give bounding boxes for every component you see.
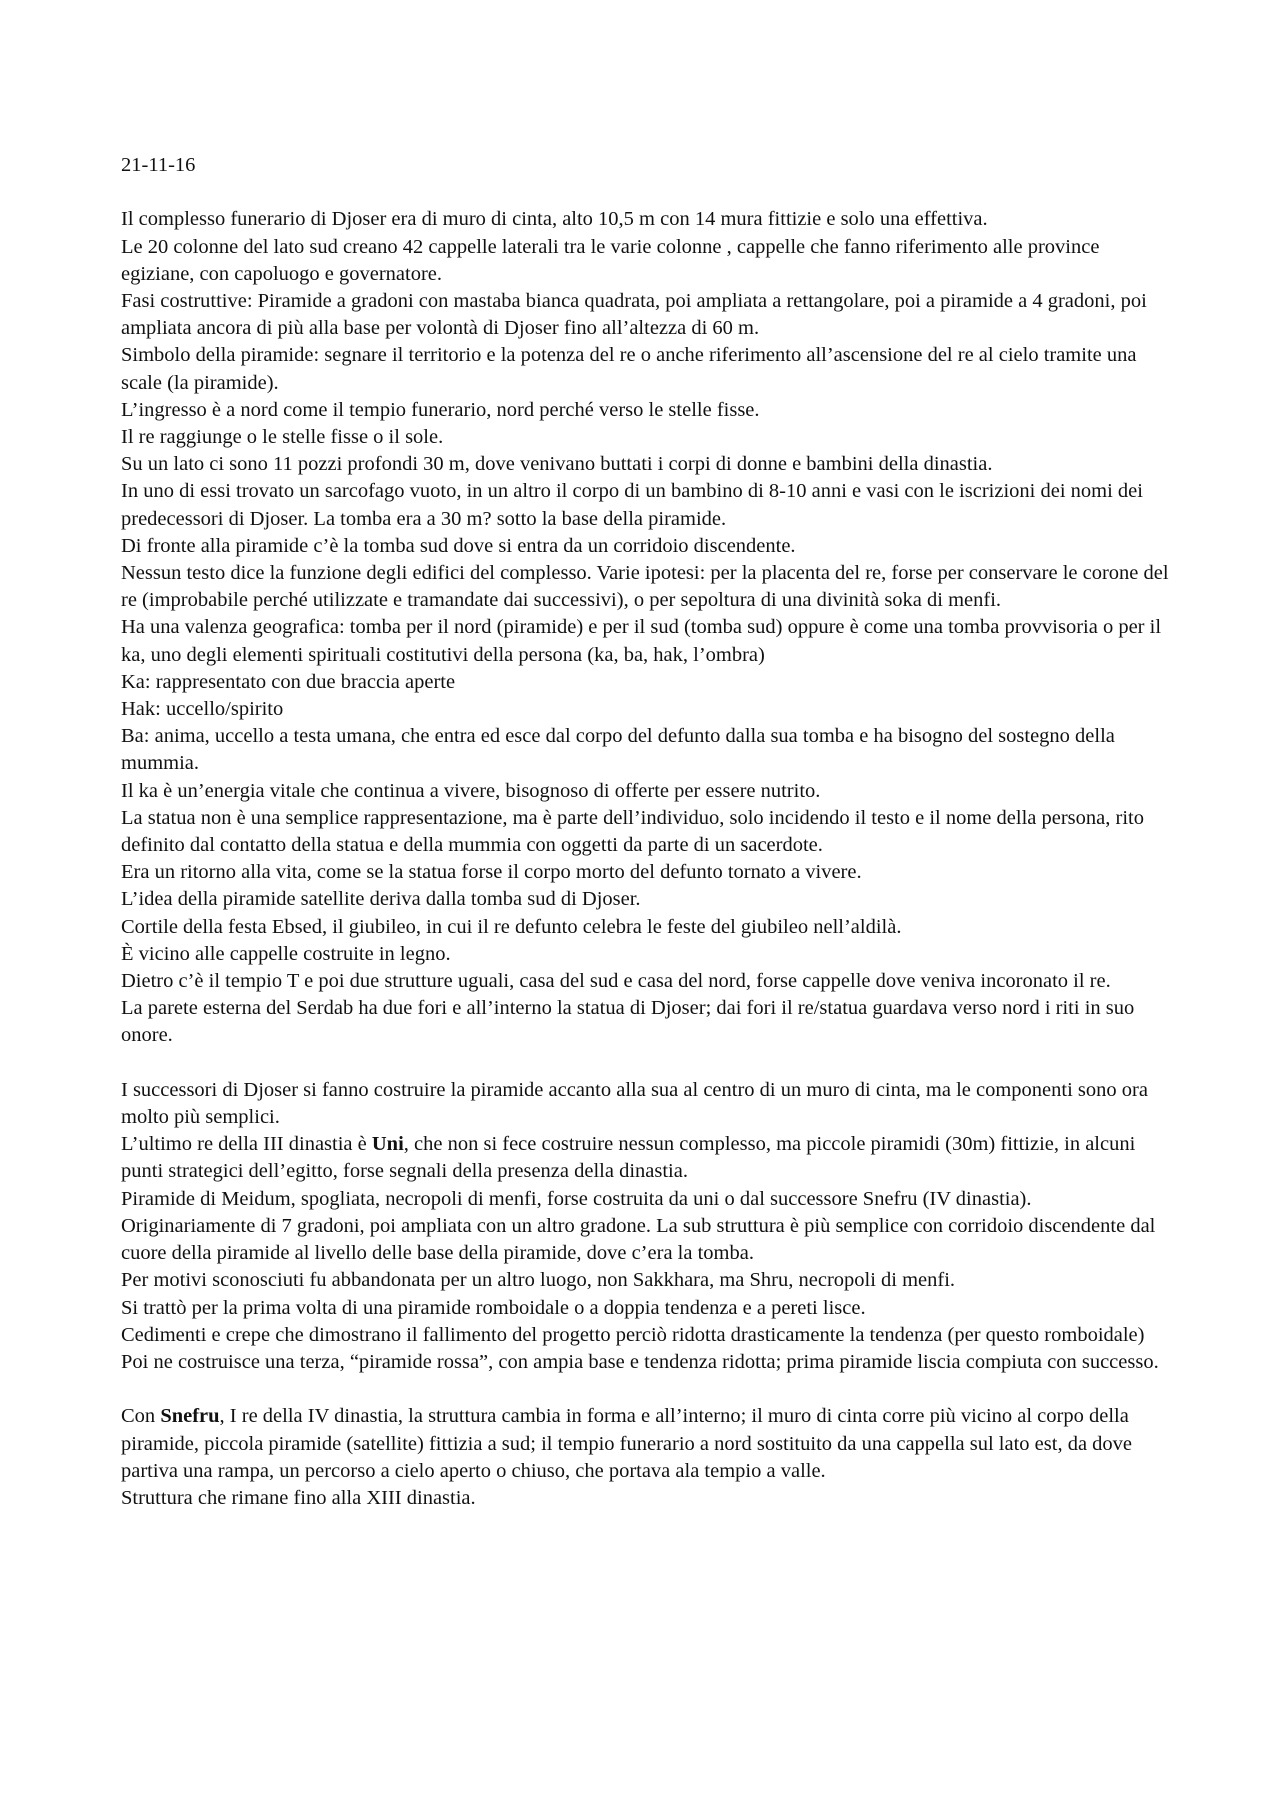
text-run: Con bbox=[121, 1405, 161, 1428]
paragraph: Poi ne costruisce una terza, “piramide rossa”, con ampia base e tendenza ridotta; prima piramide liscia compiuta con successo. bbox=[121, 1350, 1159, 1373]
bold-name-uni: Uni bbox=[371, 1133, 404, 1156]
paragraph: Fasi costruttive: Piramide a gradoni con mastaba bianca quadrata, poi ampliata a rettangolare, poi a piramide a 4 gradoni, poi ampliata ancora di più alla base per volontà di Djoser fino all’altezza di 60 m. bbox=[121, 290, 1147, 340]
paragraph: È vicino alle cappelle costruite in legno. bbox=[121, 942, 451, 965]
paragraph-snefru bbox=[121, 1403, 1171, 1485]
paragraph: Nessun testo dice la funzione degli edifici del complesso. Varie ipotesi: per la placenta del re, forse per conservare le corone del re (improbabile perché utilizzate e tramandate dai successivi), o per sepoltura di una divinità soka di menfi. bbox=[121, 562, 1169, 612]
section-snefru bbox=[121, 1403, 1171, 1512]
section-successors bbox=[121, 1077, 1171, 1376]
paragraph: Di fronte alla piramide c’è la tomba sud dove si entra da un corridoio discendente. bbox=[121, 534, 796, 557]
paragraph: In uno di essi trovato un sarcofago vuoto, in un altro il corpo di un bambino di 8-10 anni e vasi con le iscrizioni dei nomi dei predecessori di Djoser. La tomba era a 30 m? sotto la base della piramide. bbox=[121, 480, 1143, 530]
paragraph: Su un lato ci sono 11 pozzi profondi 30 m, dove venivano buttati i corpi di donne e bambini della dinastia. bbox=[121, 453, 993, 476]
paragraph: Simbolo della piramide: segnare il territorio e la potenza del re o anche riferimento all’ascensione del re al cielo tramite una scale (la piramide). bbox=[121, 344, 1137, 394]
paragraph: Hak: uccello/spirito bbox=[121, 698, 284, 721]
text-run: , che non si fece costruire nessun complesso, ma piccole piramidi (30m) fittizie, in alcuni punti strategici dell’egitto, forse segnali della presenza della dinastia. bbox=[121, 1133, 1136, 1183]
paragraph: Cedimenti e crepe che dimostrano il fallimento del progetto perciò ridotta drasticamente la tendenza (per questo romboidale) bbox=[121, 1323, 1145, 1346]
paragraph: Originariamente di 7 gradoni, poi ampliata con un altro gradone. La sub struttura è più semplice con corridoio discendente dal cuore della piramide al livello delle base della piramide, dove c’era la tomba. bbox=[121, 1214, 1156, 1265]
paragraph: Struttura che rimane fino alla XIII dinastia. bbox=[121, 1486, 476, 1509]
paragraph: Il ka è un’energia vitale che continua a vivere, bisognoso di offerte per essere nutrito. bbox=[121, 779, 821, 802]
text-run: L’ultimo re della III dinastia è bbox=[121, 1133, 372, 1156]
paragraph: La parete esterna del Serdab ha due fori e all’interno la statua di Djoser; dai fori il re/statua guardava verso nord i riti in suo onore. bbox=[121, 997, 1135, 1047]
bold-name-snefru: Snefru bbox=[160, 1405, 220, 1428]
paragraph: Ka: rappresentato con due braccia aperte bbox=[121, 670, 456, 693]
paragraph: Per motivi sconosciuti fu abbandonata per un altro luogo, non Sakkhara, ma Shru, necropoli di menfi. bbox=[121, 1269, 956, 1292]
paragraph: I successori di Djoser si fanno costruire la piramide accanto alla sua al centro di un muro di cinta, ma le componenti sono ora molto più semplici. bbox=[121, 1078, 1148, 1129]
paragraph: Ha una valenza geografica: tomba per il nord (piramide) e per il sud (tomba sud) oppure è come una tomba provvisoria o per il ka, uno degli elementi spirituali costitutivi della persona (ka, ba, hak, l’ombra) bbox=[121, 616, 1162, 666]
document-body bbox=[121, 152, 1171, 1512]
paragraph-gap bbox=[121, 1376, 1171, 1403]
paragraph: Dietro c’è il tempio T e poi due strutture uguali, casa del sud e casa del nord, forse cappelle dove veniva incoronato il re. bbox=[121, 970, 1111, 993]
text-run: , I re della IV dinastia, la struttura cambia in forma e all’interno; il muro di cinta corre più vicino al corpo della piramide, piccola piramide (satellite) fittizia a sud; il tempio funerario a nord sostituito da una cappella sul lato est, da dove partiva una rampa, un percorso a cielo aperto o chiuso, che portava ala tempio a valle. bbox=[121, 1405, 1133, 1482]
document-date: 21-11-16 bbox=[121, 154, 196, 176]
paragraph: Il complesso funerario di Djoser era di muro di cinta, alto 10,5 m con 14 mura fittizie e solo una effettiva. bbox=[121, 208, 988, 231]
paragraph: L’idea della piramide satellite deriva dalla tomba sud di Djoser. bbox=[121, 888, 641, 911]
paragraph-uni bbox=[121, 1131, 1171, 1185]
paragraph: Le 20 colonne del lato sud creano 42 cappelle laterali tra le varie colonne , cappelle che fanno riferimento alle province egiziane, con capoluogo e governatore. bbox=[121, 235, 1100, 285]
paragraph: Ba: anima, uccello a testa umana, che entra ed esce dal corpo del defunto dalla sua tomba e ha bisogno del sostegno della mummia. bbox=[121, 725, 1115, 775]
paragraph: Il re raggiunge o le stelle fisse o il sole. bbox=[121, 426, 444, 449]
paragraph: Cortile della festa Ebsed, il giubileo, in cui il re defunto celebra le feste del giubileo nell’aldilà. bbox=[121, 915, 902, 938]
paragraph: Era un ritorno alla vita, come se la statua forse il corpo morto del defunto tornato a vivere. bbox=[121, 861, 862, 884]
paragraph: L’ingresso è a nord come il tempio funerario, nord perché verso le stelle fisse. bbox=[121, 398, 760, 421]
section-djoser-complex bbox=[121, 206, 1171, 1049]
paragraph: Piramide di Meidum, spogliata, necropoli di menfi, forse costruita da uni o dal successore Snefru (IV dinastia). bbox=[121, 1187, 1032, 1210]
paragraph-gap bbox=[121, 1050, 1171, 1077]
paragraph: La statua non è una semplice rappresentazione, ma è parte dell’individuo, solo incidendo il testo e il nome della persona, rito definito dal contatto della statua e della mummia con oggetti da parte di un sacerdote. bbox=[121, 806, 1144, 857]
paragraph: Si trattò per la prima volta di una piramide romboidale o a doppia tendenza e a pereti lisce. bbox=[121, 1296, 866, 1319]
